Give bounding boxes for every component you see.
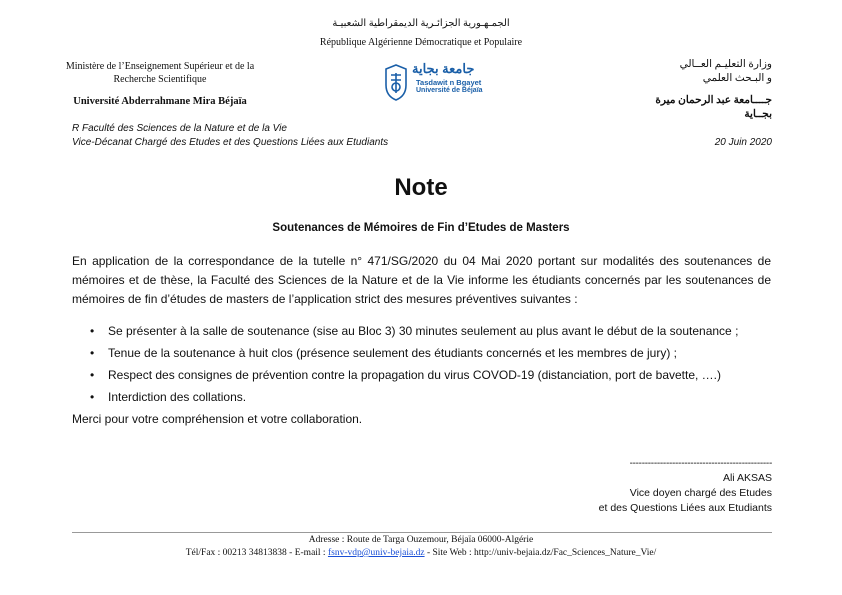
closing-text: Merci pour votre compréhension et votre collaboration. [72, 412, 363, 426]
signature-line: ----------------------------------------------- [629, 458, 772, 469]
signatory-role-line2: et des Questions Liées aux Etudiants [598, 502, 772, 514]
list-item [90, 386, 738, 408]
university-arabic-line1: جــــامعة عبد الرحمان ميرة [655, 95, 772, 106]
list-item-text: Respect des consignes de prévention contre la propagation du virus COVOD-19 (distanciation, port de bavette, ….) [108, 368, 722, 382]
list-item-text: Se présenter à la salle de soutenance (sise au Bloc 3) 30 minutes seulement au plus avant le début de la soutenance ; [108, 324, 739, 338]
footer-phone: Tél/Fax : 00213 34813838 - E-mail : [185, 548, 328, 558]
list-item [90, 320, 738, 342]
measures-list [90, 320, 738, 408]
logo-name-berber: Tasdawit n Bgayet [416, 78, 482, 87]
logo-name-french: Université de Béjaïa [416, 87, 483, 94]
list-item-text: Interdiction des collations. [108, 390, 247, 404]
bullet-icon: • [90, 324, 95, 338]
page-subtitle: Soutenances de Mémoires de Fin d’Etudes de Masters [272, 222, 570, 234]
bullet-icon: • [90, 368, 95, 382]
list-item-text: Tenue de la soutenance à huit clos (présence seulement des étudiants concernés et les membres de jury) ; [108, 346, 677, 360]
ministry-arabic-line1: وزارة التعليـم العــالي [679, 59, 772, 70]
republic-french: République Algérienne Démocratique et Populaire [319, 37, 523, 48]
university-arabic [655, 94, 772, 122]
university-arabic-line2: بجــاية [744, 109, 772, 120]
page-title: Note [394, 174, 448, 201]
list-item [90, 364, 738, 386]
ministry-french: Ministère de l’Enseignement Supérieur et de la Recherche Scientifique [65, 61, 255, 85]
republic-arabic: الجمـهـورية الجزائـرية الديمقراطية الشعبيـة [332, 18, 510, 29]
signatory-role-line1: Vice doyen chargé des Etudes [629, 487, 772, 499]
vice-deanery-name: Vice-Décanat Chargé des Etudes et des Questions Liées aux Etudiants [72, 137, 389, 148]
footer-address: Adresse : Route de Targa Ouzemour, Béjaïa 06000-Algérie [308, 535, 534, 545]
logo-name-arabic: جامعة بجاية [412, 61, 475, 76]
list-item [90, 342, 738, 364]
footer-divider [72, 532, 772, 533]
university-french: Université Abderrahmane Mira Béjaïa [73, 96, 247, 107]
ministry-arabic [680, 58, 772, 86]
faculty-name: R Faculté des Sciences de la Nature et de la Vie [72, 123, 287, 134]
ministry-arabic-line2: و البـحث العلمي [702, 73, 772, 84]
footer-contact [0, 548, 842, 558]
email-link[interactable]: fsnv-vdp@univ-bejaia.dz [327, 548, 425, 558]
document-date: 20 Juin 2020 [714, 137, 772, 148]
bullet-icon: • [90, 346, 95, 360]
signatory-name: Ali AKSAS [722, 472, 772, 484]
bullet-icon: • [90, 390, 95, 404]
intro-paragraph: En application de la correspondance de la tutelle n° 471/SG/2020 du 04 Mai 2020 portant sur modalités des soutenances de mémoires et de thèse, la Faculté des Sciences de la Nature et de la Vie informe les étudiants concernés par les soutenances de mémoires de fin d’études de masters de l’application strict des mesures préventives suivantes : [72, 254, 771, 306]
footer-website[interactable]: - Site Web : http://univ-bejaia.dz/Fac_Sciences_Nature_Vie/ [424, 548, 657, 558]
